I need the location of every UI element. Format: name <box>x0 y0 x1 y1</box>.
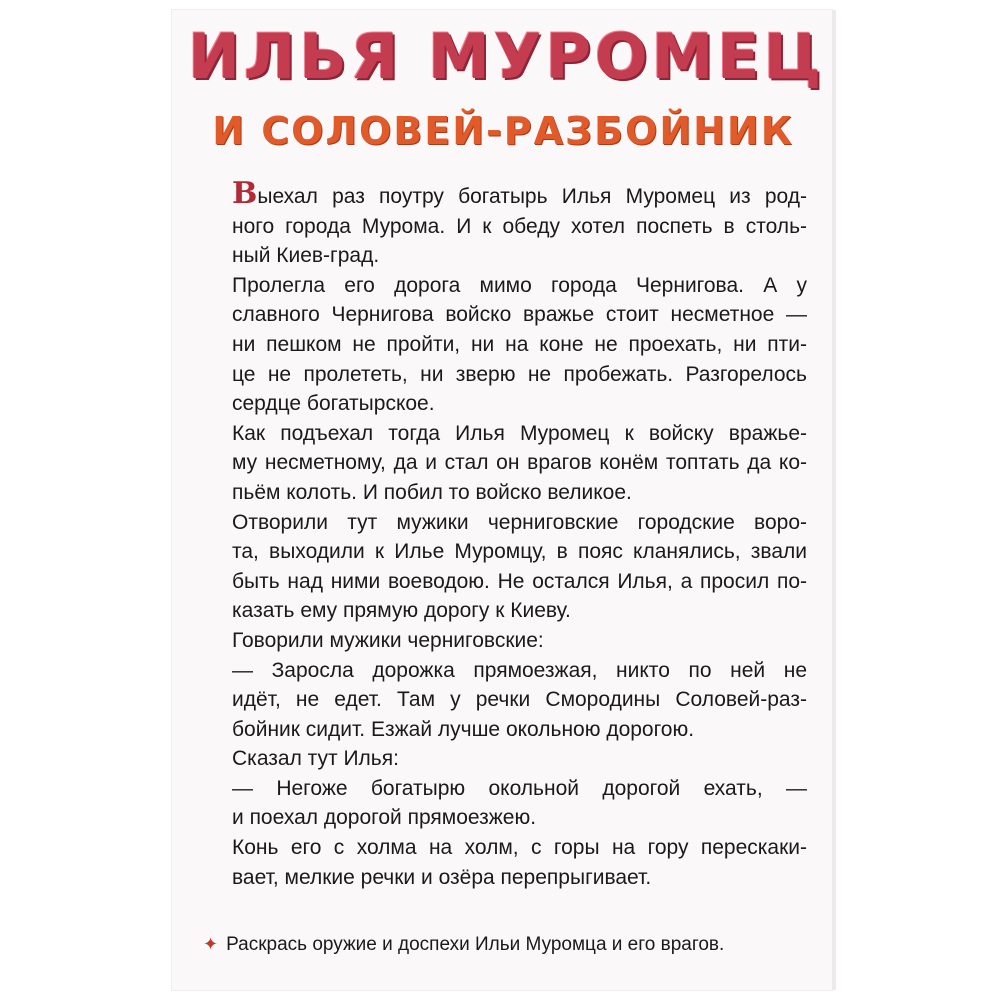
text-line: вает, мелкие речки и озёра перепрыгивает. <box>232 865 652 889</box>
text-line: идёт, не едет. Там у речки Смородины Соловей-раз- <box>232 688 807 712</box>
text-line: ного города Мурома. И к обеду хотел поспеть в столь- <box>232 214 807 238</box>
text-line: Говорили мужики черниговские: <box>232 628 544 652</box>
text-line: Пролегла его дорога мимо города Чернигова. А у <box>232 273 807 297</box>
text-line: сердце богатырское. <box>232 392 435 416</box>
text-line: — Негоже богатырю окольной дорогой ехать, — <box>232 776 807 800</box>
text-line: быть над ними воеводою. Не остался Илья, а просил по- <box>232 569 807 593</box>
text-line: ный Киев-град. <box>232 244 380 268</box>
text-line: казать ему прямую дорогу к Киеву. <box>232 599 571 623</box>
text-line: Конь его с холма на холм, с горы на гору перескаки- <box>232 836 807 860</box>
text-line: Сказал тут Илья: <box>232 747 399 771</box>
text-line: Отворили тут мужики черниговские городские воро- <box>232 510 807 534</box>
text-line: славного Чернигова войско вражье стоит несметное — <box>232 303 807 327</box>
text-line: пьём колоть. И побил то войско великое. <box>232 480 632 504</box>
coloring-instruction: ✦ Раскрась оружие и доспехи Ильи Муромца и его врагов. <box>203 934 725 955</box>
page-title: ИЛЬЯ МУРОМЕЦ <box>188 20 826 93</box>
drop-cap: В <box>232 176 258 211</box>
text-line: це не пролететь, ни зверю не пробежать. Разгорелось <box>232 362 807 386</box>
text-line: и поехал дорогой прямоезжею. <box>232 806 537 830</box>
text-line: — Заросла дорожка прямоезжая, никто по ней не <box>232 658 807 682</box>
text-line: Как подъехал тогда Илья Муромец к войску вражье- <box>232 421 807 445</box>
page-subtitle: И СОЛОВЕЙ-РАЗБОЙНИК <box>212 109 794 153</box>
text-line: Выехал раз поутру богатырь Илья Муромец из род- <box>232 176 807 211</box>
story-text <box>232 176 807 892</box>
text-line: та, выходили к Илье Муромцу, в пояс кланялись, звали <box>232 540 807 564</box>
text-line: му несметному, да и стал он врагов конём топтать да ко- <box>232 451 807 475</box>
star-icon: ✦ <box>203 934 219 954</box>
text-line: бойник сидит. Езжай лучше окольною дорогою. <box>232 717 695 741</box>
text-line: ни пешком не пройти, ни на коне не проехать, ни пти- <box>232 332 807 356</box>
